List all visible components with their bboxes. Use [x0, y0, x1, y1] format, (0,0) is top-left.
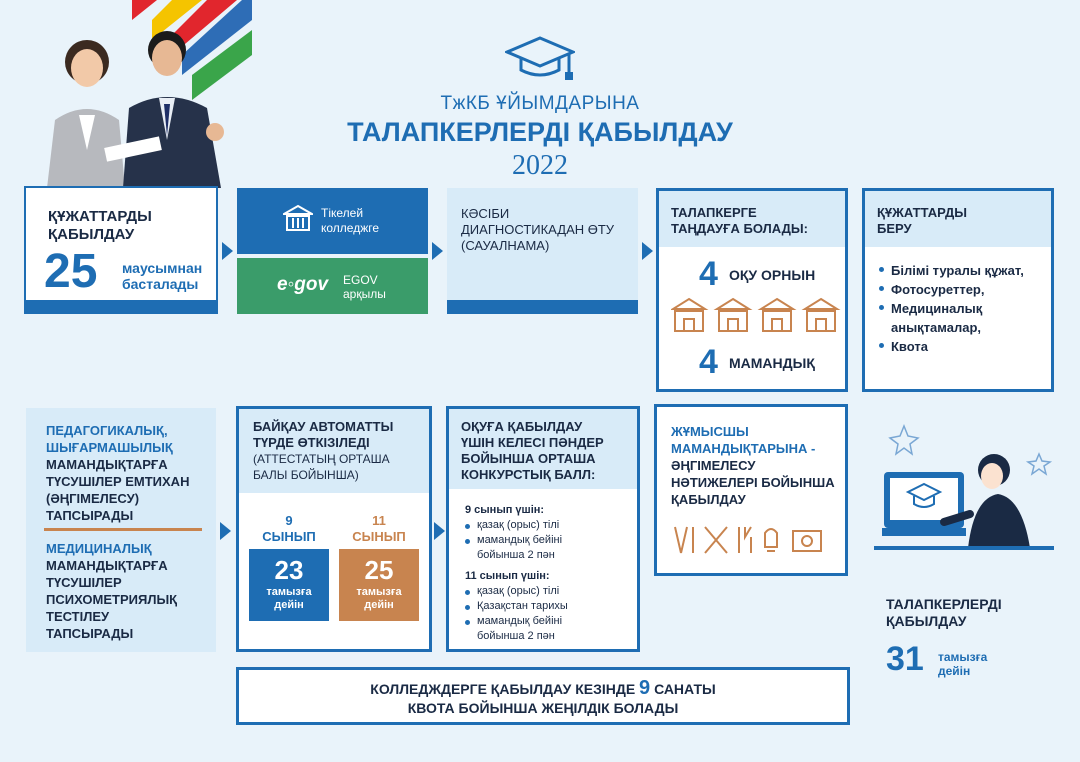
- subjects-line1: ОҚУҒА ҚАБЫЛДАУ: [461, 419, 583, 434]
- subjects-line4: КОНКУРСТЫҚ БАЛЛ:: [461, 467, 596, 482]
- deadline-grade9: [249, 549, 329, 621]
- subjects-box: [446, 406, 640, 652]
- docs-acceptance-box: [24, 186, 218, 314]
- contest-line4: БАЛЫ БОЙЫНША): [253, 468, 359, 482]
- exam-info-box: [26, 408, 216, 652]
- grade9-number: 9: [285, 513, 293, 528]
- exam-dark-6: ТҮСУШІЛЕР: [46, 575, 122, 590]
- final-title-2: ҚАБЫЛДАУ: [886, 613, 967, 629]
- docs-title-2: ҚАБЫЛДАУ: [48, 226, 135, 243]
- exam-dark-3: (ӘҢГІМЕЛЕСУ): [46, 491, 140, 506]
- worker-dark-2: НӘТИЖЕЛЕРІ БОЙЫНША: [671, 475, 835, 490]
- deadline11-number: 25: [364, 555, 394, 585]
- diag-line3: (САУАЛНАМА): [461, 238, 550, 253]
- docs-title-1: ҚҰЖАТТАРДЫ: [48, 208, 152, 225]
- contest-line1: БАЙҚАУ АВТОМАТТЫ: [253, 419, 394, 434]
- header-line1: ТжКБ ҰЙЫМДАРЫНА: [440, 93, 640, 114]
- contest-line3: (АТТЕСТАТЫҢ ОРТАША: [253, 452, 390, 466]
- choice-title-1: ТАЛАПКЕРГЕ: [671, 205, 757, 220]
- contest-box: [236, 406, 432, 652]
- subjects-grade9: 9 сынып үшін:: [465, 504, 545, 516]
- deadline9-suffix-1: тамызға: [266, 586, 312, 598]
- submit-item-continued: анықтамалар,: [891, 320, 982, 335]
- exam-blue-3: МЕДИЦИНАЛЫҚ: [46, 541, 152, 556]
- quota-number: 9: [639, 677, 651, 699]
- quota-line2: КВОТА БОЙЫНША ЖЕҢІЛДІК БОЛАДЫ: [407, 700, 679, 716]
- choice-label-specialties: МАМАНДЫҚ: [729, 355, 815, 371]
- docs-suffix-1: маусымнан: [122, 260, 203, 276]
- submit-title-1: ҚҰЖАТТАРДЫ: [877, 205, 967, 220]
- quota-line1-b: САНАТЫ: [654, 681, 716, 697]
- exam-dark-8: ТЕСТІЛЕУ: [46, 609, 110, 624]
- choice-title-2: ТАҢДАУҒА БОЛАДЫ:: [671, 221, 808, 236]
- school-icons: [671, 297, 841, 335]
- grade9-label: СЫНЫП: [262, 529, 316, 544]
- page-title: ТАЛАПКЕРЛЕРДІ ҚАБЫЛДАУ: [347, 117, 733, 147]
- contest-line2: ТҮРДЕ ӨТКІЗІЛЕДІ: [253, 435, 370, 450]
- choice-num-specialties: 4: [699, 343, 718, 381]
- subject-item: мамандық бейіні: [465, 614, 568, 629]
- deadline-grade11: [339, 549, 419, 621]
- diagnostics-box: [447, 188, 638, 314]
- subject-item-continued: бойынша 2 пән: [477, 630, 555, 642]
- choice-label-institutions: ОҚУ ОРНЫН: [729, 267, 816, 283]
- deadline9-number: 23: [274, 555, 304, 585]
- subject-item: мамандық бейіні: [465, 533, 568, 548]
- docs-suffix-2: басталады: [122, 276, 199, 292]
- exam-dark-1: МАМАНДЫҚТАРҒА: [46, 457, 168, 472]
- exam-dark-5: МАМАНДЫҚТАРҒА: [46, 558, 168, 573]
- deadline11-suffix-1: тамызға: [356, 586, 402, 598]
- deadline9-suffix-2: дейін: [274, 599, 304, 611]
- subject-item: қазақ (орыс) тілі: [465, 518, 568, 533]
- subject-item-continued: бойынша 2 пән: [477, 549, 555, 561]
- worker-dark-1: ӘҢГІМЕЛЕСУ: [671, 458, 756, 473]
- exam-blue-1: ПЕДАГОГИКАЛЫҚ,: [46, 423, 168, 438]
- divider: [44, 528, 202, 531]
- trade-tools-icons: [671, 523, 831, 557]
- header-year: 2022: [512, 150, 568, 181]
- final-title-1: ТАЛАПКЕРЛЕРДІ: [886, 596, 1002, 612]
- arrow-right-icon: [434, 522, 445, 540]
- exam-dark-9: ТАПСЫРАДЫ: [46, 626, 134, 641]
- diag-line1: КӘСІБИ: [461, 206, 510, 221]
- subject-item: қазақ (орыс) тілі: [465, 584, 568, 599]
- final-number: 31: [886, 640, 924, 678]
- grade11-number: 11: [372, 513, 386, 528]
- arrow-right-icon: [432, 242, 443, 260]
- submit-item: Білімі туралы құжат,: [879, 261, 1024, 280]
- choice-box: [656, 188, 848, 392]
- direct-label-2: колледжге: [321, 221, 380, 235]
- quota-banner: [236, 667, 850, 725]
- quota-line1-a: КОЛЛЕДЖДЕРГЕ ҚАБЫЛДАУ КЕЗІНДЕ: [370, 681, 636, 697]
- subject-item: Қазақстан тарихы: [465, 599, 568, 614]
- exam-dark-7: ПСИХОМЕТРИЯЛЫҚ: [46, 592, 178, 607]
- exam-dark-2: ТҮСУШІЛЕР ЕМТИХАН: [46, 474, 190, 489]
- grade11-label: СЫНЫП: [352, 529, 406, 544]
- egov-label-1: EGOV: [343, 273, 378, 287]
- worker-dark-3: ҚАБЫЛДАУ: [671, 492, 746, 507]
- worker-blue-2: МАМАНДЫҚТАРЫНА -: [671, 441, 816, 456]
- worker-specialties-box: [654, 404, 848, 576]
- egov-box: [237, 258, 428, 314]
- direct-college-box: [237, 188, 428, 254]
- exam-dark-4: ТАПСЫРАДЫ: [46, 508, 134, 523]
- diag-line2: ДИАГНОСТИКАДАН ӨТУ: [461, 222, 615, 237]
- submit-title-2: БЕРУ: [877, 221, 912, 236]
- student-laptop-illustration: [874, 418, 1054, 558]
- submit-docs-box: [862, 188, 1054, 392]
- choice-num-institutions: 4: [699, 255, 718, 293]
- college-icon: [283, 204, 313, 234]
- deadline11-suffix-2: дейін: [364, 599, 394, 611]
- subjects-grade11: 11 сынып үшін:: [465, 570, 550, 582]
- direct-label-1: Тікелей: [321, 206, 364, 220]
- subjects-line2: ҮШІН КЕЛЕСІ ПӘНДЕР: [461, 435, 604, 450]
- submit-item: Квота: [879, 337, 1024, 356]
- submit-item: Фотосуреттер,: [879, 280, 1024, 299]
- final-suffix-1: тамызға: [938, 650, 988, 664]
- docs-start-number: 25: [44, 245, 98, 298]
- final-suffix-2: дейін: [938, 664, 971, 678]
- arrow-right-icon: [222, 242, 233, 260]
- egov-logo: e◦gov: [277, 274, 329, 295]
- egov-label-2: арқылы: [343, 287, 386, 301]
- submit-item: Медициналық: [879, 299, 1024, 318]
- subjects-line3: БОЙЫНША ОРТАША: [461, 451, 596, 466]
- arrow-right-icon: [220, 522, 231, 540]
- arrow-right-icon: [642, 242, 653, 260]
- worker-blue-1: ЖҰМЫСШЫ: [671, 424, 749, 439]
- graduation-cap-icon: [505, 34, 575, 84]
- people-photo: [25, 20, 235, 188]
- exam-blue-2: ШЫҒАРМАШЫЛЫҚ: [46, 440, 173, 455]
